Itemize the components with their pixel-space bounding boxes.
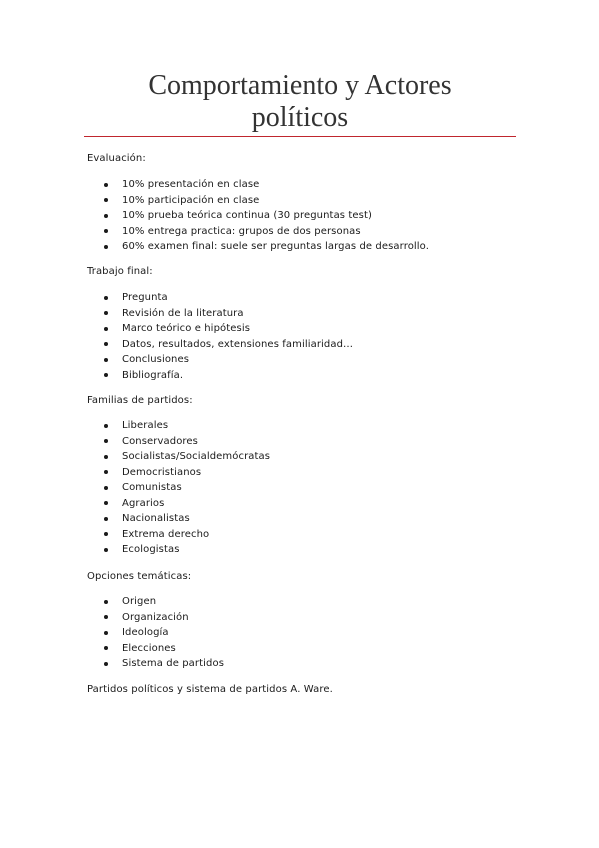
bullet-icon (104, 517, 108, 521)
list-item: Origen (104, 594, 224, 610)
list-item: Agrarios (104, 496, 270, 512)
list-item: Organización (104, 610, 224, 626)
list-item: Marco teórico e hipótesis (104, 321, 353, 337)
bullet-icon (104, 327, 108, 331)
title-divider (84, 136, 516, 137)
title-line-2: políticos (251, 102, 349, 133)
list-item: Elecciones (104, 641, 224, 657)
bullet-icon (104, 646, 108, 650)
bullet-icon (104, 532, 108, 536)
section-label-evaluacion: Evaluación: (87, 153, 146, 164)
reference-text: Partidos políticos y sistema de partidos A. Ware. (87, 684, 333, 695)
list-item: 10% presentación en clase (104, 177, 429, 193)
list-item: Ideología (104, 625, 224, 641)
list-item: 10% prueba teórica continua (30 preguntas test) (104, 208, 429, 224)
list-familias (104, 418, 270, 558)
list-item: Conservadores (104, 434, 270, 450)
section-label-opciones: Opciones temáticas: (87, 571, 192, 582)
list-item: Democristianos (104, 465, 270, 481)
list-item: Sistema de partidos (104, 656, 224, 672)
bullet-icon (104, 662, 108, 666)
section-label-familias: Familias de partidos: (87, 395, 193, 406)
bullet-icon (104, 183, 108, 187)
bullet-icon (104, 296, 108, 300)
bullet-icon (104, 615, 108, 619)
list-item: Liberales (104, 418, 270, 434)
bullet-icon (104, 600, 108, 604)
bullet-icon (104, 486, 108, 490)
bullet-icon (104, 229, 108, 233)
list-item: Bibliografía. (104, 368, 353, 384)
list-item: Ecologistas (104, 542, 270, 558)
list-opciones (104, 594, 224, 672)
bullet-icon (104, 342, 108, 346)
list-item: 10% entrega practica: grupos de dos personas (104, 224, 429, 240)
list-item: Extrema derecho (104, 527, 270, 543)
list-item: Comunistas (104, 480, 270, 496)
list-item: Socialistas/Socialdemócratas (104, 449, 270, 465)
list-item: Nacionalistas (104, 511, 270, 527)
bullet-icon (104, 358, 108, 362)
list-item: Conclusiones (104, 352, 353, 368)
bullet-icon (104, 455, 108, 459)
bullet-icon (104, 373, 108, 377)
title-line-1: Comportamiento y Actores (148, 70, 452, 101)
section-label-trabajo-final: Trabajo final: (87, 266, 153, 277)
bullet-icon (104, 214, 108, 218)
bullet-icon (104, 501, 108, 505)
list-item: Pregunta (104, 290, 353, 306)
document-title (86, 70, 514, 134)
bullet-icon (104, 198, 108, 202)
bullet-icon (104, 439, 108, 443)
bullet-icon (104, 548, 108, 552)
bullet-icon (104, 631, 108, 635)
bullet-icon (104, 424, 108, 428)
bullet-icon (104, 311, 108, 315)
list-trabajo-final (104, 290, 353, 383)
bullet-icon (104, 470, 108, 474)
bullet-icon (104, 245, 108, 249)
list-item: Revisión de la literatura (104, 306, 353, 322)
list-item: Datos, resultados, extensiones familiaridad… (104, 337, 353, 353)
list-evaluacion (104, 177, 429, 255)
list-item: 60% examen final: suele ser preguntas largas de desarrollo. (104, 239, 429, 255)
list-item: 10% participación en clase (104, 193, 429, 209)
